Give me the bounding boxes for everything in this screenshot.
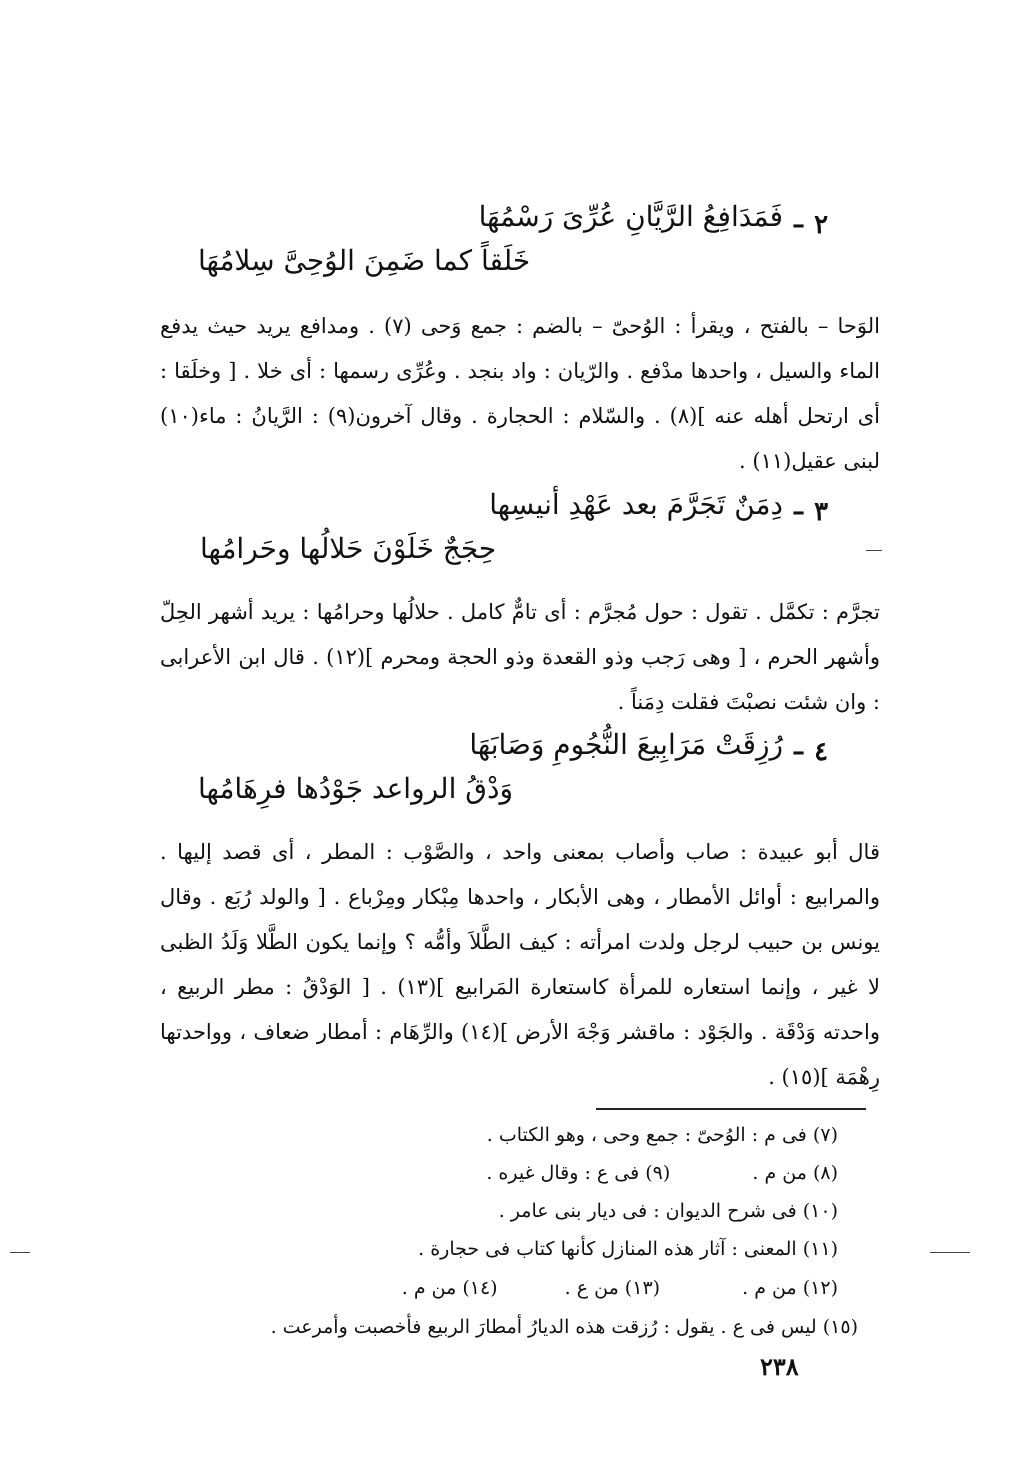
- commentary-paragraph: [160, 590, 880, 725]
- commentary-text: تجرَّم : تكمَّل . تقول : حول مُجرَّم : أى تامٌّ كامل . حلالُها وحرامُها : يريد أشهر الحِلّ وأشهر الحرم ، [ وهى رَجب وذو القعدة وذو الحجة ومحرم ](١٢) . قال ابن الأعرابى : وان شئت نصبْتَ فقلت دِمَناً .: [160, 600, 880, 714]
- footnote: (١٣) من ع .: [564, 1277, 661, 1299]
- commentary-paragraph: [160, 830, 880, 1100]
- commentary-paragraph: [160, 304, 880, 484]
- verse-hemistich-first: رُزِقَتْ مَرَابِيعَ النُّجُومِ وَصَابَهَا: [469, 728, 783, 761]
- verse-hemistich-second: حِجَجٌ خَلَوْنَ حَلالُها وحَرامُها: [200, 532, 497, 565]
- footnote: (١١) المعنى : آثار هذه المنازل كأنها كتاب فى حجارة .: [418, 1238, 838, 1260]
- verse-number: ٢ –: [792, 210, 829, 240]
- verse-hemistich-second: خَلَقاً كما ضَمِنَ الوُحِىَّ سِلامُهَا: [198, 244, 531, 277]
- verse-hemistich-second: وَدْقُ الرواعد جَوْدُها فرِهَامُها: [198, 772, 513, 805]
- footnote-row: [486, 1162, 838, 1184]
- footnote: (٨) من م .: [752, 1162, 838, 1184]
- footnote: (١٤) من م .: [401, 1277, 498, 1299]
- commentary-text: الوَحا – بالفتح ، ويقرأ : الوُحىّ – بالضم : جمع وَحى (٧) . ومدافع يريد حيث يدفع الماء والسيل ، واحدها مدْفع . والرّيان : واد بنجد . وعُرِّى رسمها : أى خلا . [ وخلَقا : أى ارتحل أهله عنه ](٨) . والسّلام : الحجارة . وقال آخرون(٩) : الرَّيانُ : ماء(١٠) لبنى عقيل(١١) .: [160, 314, 880, 473]
- commentary-text: قال أبو عبيدة : صاب وأصاب بمعنى واحد ، والصَّوْب : المطر ، أى قصد إليها . والمرابيع : أوائل الأمطار ، وهى الأبكار ، واحدها مِبْكار ومِرْباع . [ والولد رُبَع . وقال يونس بن حبيب لرجل ولدت امرأته : كيف الطَّلاَ وأمُّه ؟ وإنما يكون الطَّلا وَلَدُ الظبى لا غير ، وإنما استعاره للمرأة كاستعارة المَرابيع ](١٣) . [ الوَدْقُ : مطر الربيع ، واحدته وَدْقَة . والجَوْد : ماقشر وَجْهَ الأرض ](١٤) والرِّهَام : أمطار ضعاف ، وواحدتها رِهْمَة ](١٥) .: [160, 840, 880, 1089]
- verse-hemistich-first: دِمَنٌ تَجَرَّمَ بعد عَهْدِ أنيسِها: [489, 488, 783, 521]
- verse-number: ٣ –: [792, 497, 829, 527]
- footnote-row: [402, 1277, 838, 1299]
- footnote: (١٢) من م .: [742, 1277, 838, 1299]
- page-number: ٢٣٨: [760, 1352, 799, 1381]
- margin-mark: [10, 1252, 30, 1253]
- footnote-separator: [596, 1108, 866, 1110]
- margin-mark: [866, 550, 882, 551]
- footnote: (١٥) ليس فى ع . يقول : رُزقت هذه الديارُ أمطارَ الربيع فأخصبت وأمرعت .: [270, 1316, 858, 1338]
- footnote: (٩) فى ع : وقال غيره .: [486, 1162, 671, 1184]
- margin-mark: [930, 1252, 970, 1253]
- footnote: (١٠) فى شرح الديوان : فى ديار بنى عامر .: [498, 1200, 838, 1222]
- verse-number: ٤ –: [792, 737, 829, 767]
- verse-hemistich-first: فَمَدَافِعُ الرَّيَّانِ عُرِّىَ رَسْمُهَا: [478, 200, 783, 233]
- footnote: (٧) فى م : الوُحىّ : جمع وحى ، وهو الكتاب .: [486, 1124, 838, 1146]
